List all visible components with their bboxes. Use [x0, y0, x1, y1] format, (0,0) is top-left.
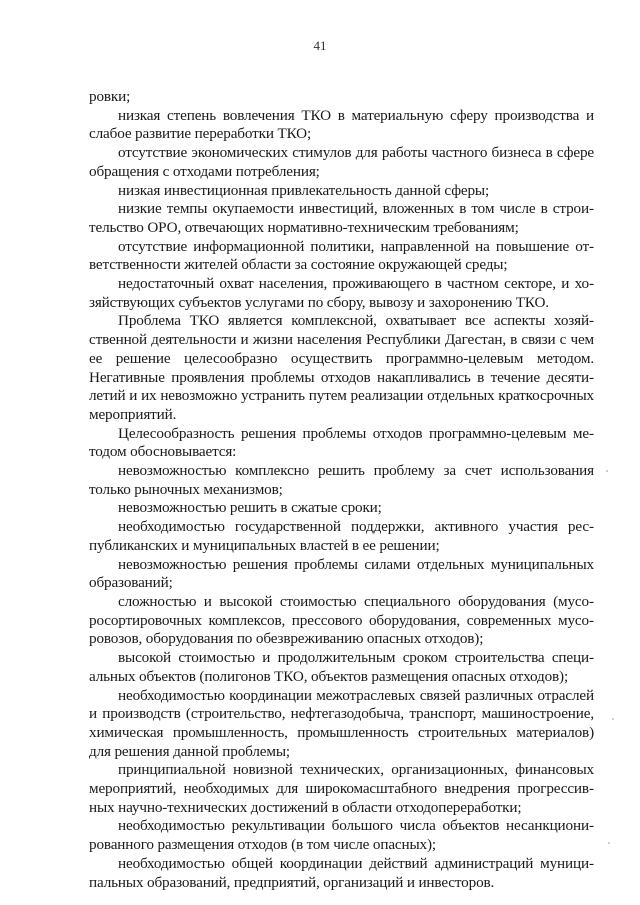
- scan-speck: [608, 842, 610, 844]
- paragraph: невозможностью комплексно решить проблему за счет использования только рыночных механизмов;: [89, 462, 594, 498]
- paragraph: Проблема ТКО является комплексной, охватывает все аспекты хозяйственной деятельности и жизни населения Республики Дагестан, в связи с чем ее решение целесообразно осуществить программно-целевым методом. Негативные проявления проблемы отходов накапливались в течение десятилетий и их невозможно устранить путем реализации отдельных краткосрочных мероприятий.: [89, 312, 594, 423]
- paragraph: низкая инвестиционная привлекательность данной сферы;: [118, 181, 490, 199]
- page-number: 41: [313, 38, 327, 53]
- paragraph: низкие темпы окупаемости инвестиций, вложенных в том числе в строительство ОРО, отвечающих нормативно-техническим требованиям;: [89, 200, 594, 236]
- paragraph: невозможностью решить в сжатые сроки;: [118, 499, 382, 517]
- paragraph: отсутствие информационной политики, направленной на повышение ответственности жителей области за состояние окружающей среды;: [89, 237, 594, 274]
- paragraph: высокой стоимостью и продолжительным сроком строительства специальных объектов (полигонов ТКО, объектов размещения опасных отходов);: [89, 649, 594, 685]
- paragraph: необходимостью общей координации действий администраций муниципальных образований, предприятий, организаций и инвесторов.: [89, 854, 594, 891]
- paragraph: недостаточный охват населения, проживающего в частном секторе, и хозяйствующих субъектов услугами по сбору, вывозу и захоронению ТКО.: [89, 275, 594, 311]
- scan-speck: [606, 470, 608, 472]
- paragraph: необходимостью координации межотраслевых связей различных отраслей и производств (строительство, нефтегазодобыча, транспорт, машиностроение, химическая промышленность, промышленность строительных материалов) для решения данной проблемы;: [89, 686, 594, 760]
- paragraph: ровки;: [89, 88, 131, 105]
- paragraph: принципиальной новизной технических, организационных, финансовых мероприятий, необходимых для широкомасштабного внедрения прогрессивных научно-технических достижений в области отходопереработки;: [89, 761, 594, 816]
- paragraph: отсутствие экономических стимулов для работы частного бизнеса в сфере обращения с отходами потребления;: [89, 144, 594, 180]
- paragraph: сложностью и высокой стоимостью специального оборудования (мусоросортировочных комплексов, прессового оборудования, современных мусоровозов, оборудования по обезвреживанию опасных отходов);: [89, 592, 594, 648]
- scan-speck: [612, 718, 614, 720]
- paragraph: необходимостью государственной поддержки, активного участия республиканских и муниципальных властей в ее решении;: [89, 518, 594, 554]
- paragraph: Целесообразность решения проблемы отходов программно-целевым методом обосновывается:: [89, 424, 594, 461]
- paragraph: невозможностью решения проблемы силами отдельных муниципальных образований;: [89, 555, 594, 592]
- document-body: [89, 88, 594, 892]
- paragraph: низкая степень вовлечения ТКО в материальную сферу производства и слабое развитие переработки ТКО;: [89, 106, 594, 143]
- paragraph: необходимостью рекультивации большого числа объектов несанкционированного размещения отходов (в том числе опасных);: [89, 817, 594, 854]
